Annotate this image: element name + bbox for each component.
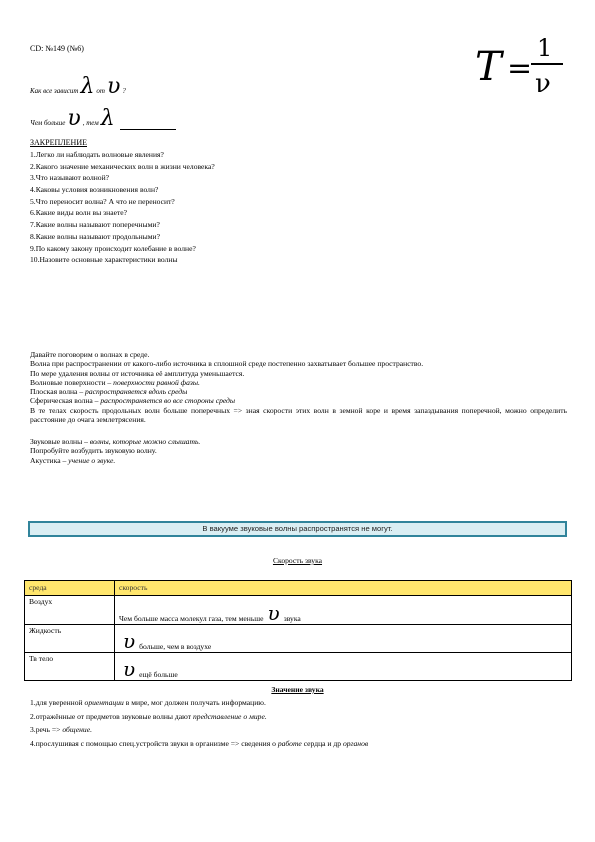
question-text: ? (122, 87, 126, 96)
paragraph (30, 396, 567, 405)
lambda-symbol: λ (100, 106, 115, 131)
list-item: 2.Какого значение механических волн в жизни человека? (30, 161, 215, 171)
spacer (30, 424, 567, 437)
item-text: 1.для уверенной (30, 698, 85, 707)
item-emphasis: представление о мире. (192, 711, 267, 721)
paragraph: Давайте поговорим о волнах в среде. (30, 350, 150, 359)
speed-text: больше, чем в воздухе (139, 641, 212, 651)
speed-symbol: υ (106, 74, 121, 99)
item-text: 3.речь => (30, 725, 63, 734)
paragraph (30, 387, 567, 396)
definition: распространяется вдоль среды (85, 387, 188, 396)
list-item: 3.Что называют волной? (30, 173, 110, 183)
list-item: 7.Какие волны называют поперечными? (30, 220, 160, 230)
speed-text: ещё больше (139, 669, 178, 679)
item-text: 2.отражённые от предметов звуковые волны дают (30, 711, 193, 721)
list-item: 6.Какие виды волн вы знаете? (30, 208, 127, 218)
period-formula (471, 30, 567, 100)
list-item: 9.По какому закону происходит колебание в волне? (30, 243, 196, 253)
list-item (30, 712, 570, 726)
question-text: Как все зависит (30, 87, 79, 96)
meaning-list (30, 698, 570, 752)
item-emphasis: органов (342, 738, 369, 748)
speed-text: Чем больше масса молекул газа, тем меньше (119, 613, 264, 623)
speed-cell (115, 625, 572, 653)
definition: поверхности равной фазы. (113, 377, 200, 387)
medium-cell: Воздух (25, 596, 115, 625)
speed-symbol: υ (67, 106, 81, 131)
item-emphasis: работе (277, 738, 302, 748)
item-text: сердца и др (301, 738, 343, 748)
question-text: Чем больше (30, 119, 66, 128)
column-header: среда (25, 581, 115, 596)
speed-symbol: υ (123, 657, 136, 681)
paragraph: Попробуйте возбудить звуковую волну. (30, 446, 157, 456)
table-header-row (25, 581, 572, 596)
meaning-title: Значение звука (271, 685, 324, 694)
speed-cell (115, 653, 572, 681)
list-item (30, 739, 570, 753)
paragraph: Волна при распространении от какого-либо источника в сплошной среде постепенно захватывает большее пространство. (30, 359, 424, 369)
medium-cell: Жидкость (25, 625, 115, 653)
document-ref: CD: №149 (№6) (30, 44, 84, 53)
term: Волновые поверхности – (30, 377, 114, 387)
speed-text: звука (283, 613, 301, 623)
formula-equals: = (507, 51, 533, 86)
paragraph: В те телах скорость продольных волн больше поперечных => зная скорости этих волн в земной коре и время запаздывания поперечной, можно определить расстояние до очага землетрясения. (30, 405, 567, 424)
consolidation-title: ЗАКРЕПЛЕНИЕ (30, 138, 87, 147)
term: Звуковые волны – (30, 437, 90, 446)
lesson-body (30, 350, 567, 465)
formula-denominator: ν (535, 69, 551, 99)
item-text: в мире, мог должен получать информацию. (123, 698, 266, 707)
list-item: 8.Какие волны называют продольными? (30, 231, 160, 241)
table-row (25, 653, 572, 681)
definition: распространяется во все стороны среды (100, 396, 236, 406)
lambda-symbol: λ (80, 74, 95, 99)
consolidation-list (30, 150, 370, 267)
item-text: 4.прослушивая с помощью спец.устройств звуки в организме => сведения о (30, 738, 278, 748)
item-emphasis: ориентации (84, 698, 124, 707)
answer-blank (120, 121, 176, 130)
speed-symbol: υ (267, 601, 280, 625)
list-item: 5.Что переносит волна? А что не переносит? (30, 196, 175, 206)
vacuum-note: В вакууме звуковые волны распространятся не могут. (28, 521, 567, 537)
question-text: от (96, 87, 105, 96)
paragraph (30, 378, 567, 387)
definition: волны, которые можно слышать. (89, 437, 201, 446)
table-row (25, 596, 572, 625)
list-item (30, 725, 570, 739)
item-emphasis: общение. (62, 725, 92, 734)
list-item: 4.Каковы условия возникновения волн? (30, 185, 159, 195)
formula-numerator: 1 (537, 34, 553, 62)
question-text: , тем (82, 119, 99, 128)
question-dependency (30, 72, 126, 98)
paragraph: По мере удаления волны от источника её амплитуда уменьшается. (30, 368, 245, 378)
term: Плоская волна – (30, 387, 86, 396)
list-item: 1.Легко ли наблюдать волновые явления? (30, 150, 164, 159)
table-row (25, 625, 572, 653)
speed-table (24, 580, 572, 681)
term: Акустика – (30, 455, 69, 465)
medium-cell: Тв тело (25, 653, 115, 681)
definition: учение о звуке. (68, 455, 116, 465)
formula-lhs: T (475, 44, 502, 90)
list-item (30, 698, 570, 712)
question-relation (30, 104, 176, 130)
speed-title: Скорость звука (272, 556, 323, 565)
term: Сферическая волна – (30, 396, 101, 406)
paragraph (30, 437, 567, 446)
speed-symbol: υ (123, 629, 136, 653)
speed-cell (115, 596, 572, 625)
column-header: скорость (115, 581, 572, 596)
list-item: 10.Назовите основные характеристики волны (30, 255, 178, 265)
paragraph (30, 456, 567, 465)
